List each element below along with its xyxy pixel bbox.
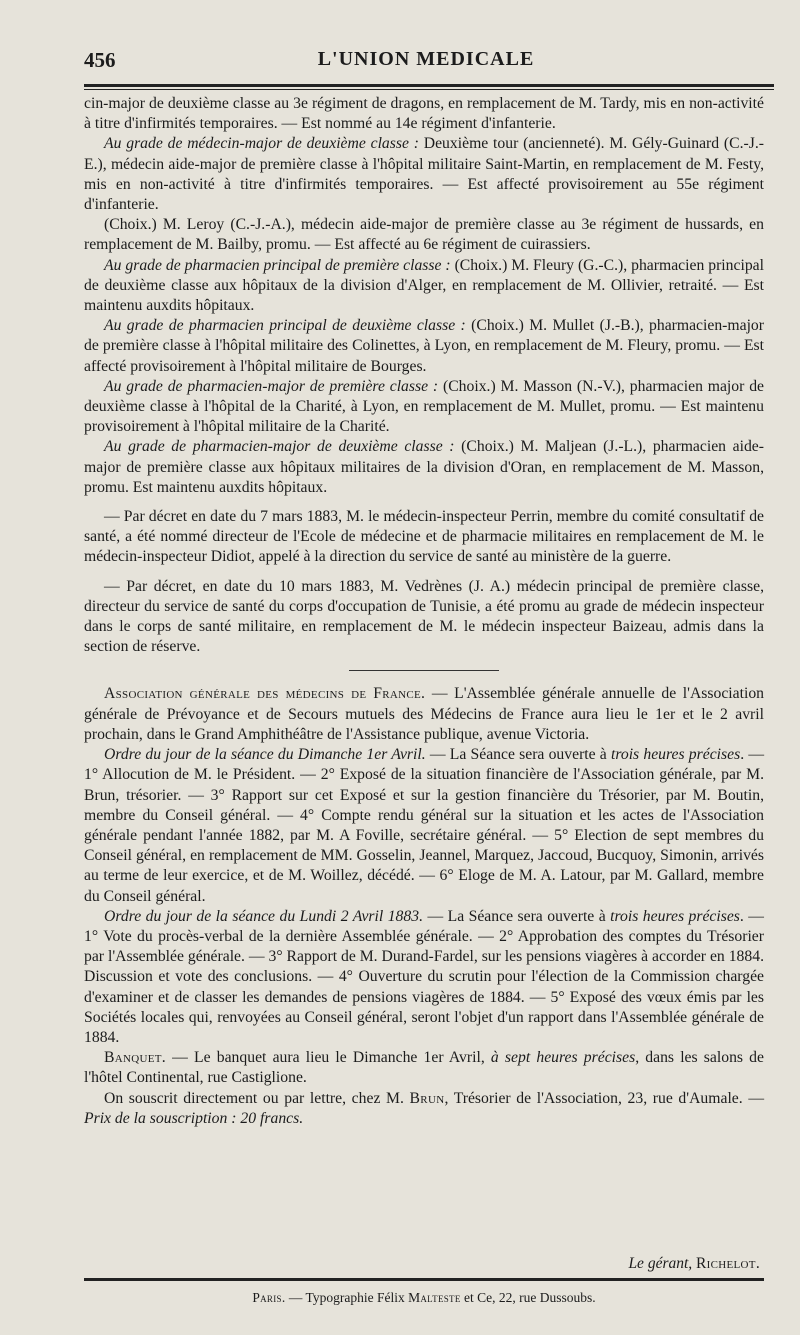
agenda-heading: Ordre du jour de la séance du Dimanche 1er Avril.	[104, 746, 426, 764]
page-header	[84, 44, 768, 76]
paragraph-pharmacien-major-1: Au grade de pharmacien-major de première classe : (Choix.) M. Masson (N.-V.), pharmacien major de deuxième classe à l'hôpital de la Charité, à Lyon, en remplacement de M. Mullet, promu. — Est maintenu provisoirement à l'hôpital militaire de la Charité.	[84, 377, 765, 436]
agenda-heading: Ordre du jour de la séance du Lundi 2 Avril 1883.	[104, 907, 423, 925]
paragraph-decret-perrin: — Par décret en date du 7 mars 1883, M. le médecin-inspecteur Perrin, membre du comité consultatif de santé, a été nommé directeur de l'Ecole de médecine et de pharmacie militaires en remplacement de M. le médecin-inspecteur Didiot, appelé à la direction du service de santé au ministère de la guerre.	[84, 508, 764, 566]
running-title: L'UNION MEDICALE	[317, 48, 535, 70]
grade-heading: Au grade de médecin-major de deuxième classe :	[104, 135, 419, 153]
paragraph-pharmacien-major-2: Au grade de pharmacien-major de deuxième classe : (Choix.) M. Maljean (J.-L.), pharmacien aide-major de première classe aux hôpitaux militaires de la division d'Oran, en remplacement de M. Masson, promu. Est maintenu auxdits hôpitaux.	[84, 438, 764, 496]
paragraph-pharmacien-principal-2: Au grade de pharmacien principal de deuxième classe : (Choix.) M. Mullet (J.-B.), pharmacien-major de première classe à l'hôpital militaire des Colinettes, à Lyon, en remplacement de M. Fleury, promu. — Est affecté provisoirement à l'hôpital militaire de Bourges.	[84, 317, 764, 375]
paragraph-souscription: On souscrit directement ou par lettre, chez M. Brun, Trésorier de l'Association, 23, rue d'Aumale. — Prix de la souscription : 20 francs.	[84, 1089, 765, 1127]
grade-heading: Au grade de pharmacien-major de première classe :	[104, 377, 439, 395]
banquet-heading: Banquet.	[104, 1049, 166, 1067]
paragraph-medecin-major: Au grade de médecin-major de deuxième classe : Deuxième tour (ancienneté). M. Gély-Guinard (C.-J.-E.), médecin aide-major de première classe à l'hôpital militaire Saint-Martin, en remplacement de M. Festy, mis en non-activité à titre d'infirmités temporaires. — Est affecté provisoirement au 55e régiment d'infanterie.	[84, 135, 764, 214]
signature-name: Richelot.	[696, 1255, 760, 1272]
section-separator	[349, 670, 499, 671]
grade-heading: Au grade de pharmacien principal de deuxième classe :	[104, 317, 466, 335]
paragraph-dragons: cin-major de deuxième classe au 3e régiment de dragons, en remplacement de M. Tardy, mis en non-activité à titre d'infirmités temporaires. — Est nommé au 14e régiment d'infanterie.	[84, 95, 764, 133]
paragraph-ordre-dimanche: Ordre du jour de la séance du Dimanche 1er Avril. — La Séance sera ouverte à trois heures précises. — 1° Allocution de M. le Président. — 2° Exposé de la situation financière de l'Association générale, par M. Brun, trésorier. — 3° Rapport sur cet Exposé et sur la gestion financière du Trésorier, par M. Boutin, membre du Conseil général. — 4° Compte rendu général sur la situation et les actes de l'Association générale pendant l'année 1882, par M. A Foville, secrétaire général. — 5° Election de sept membres du Conseil général, en remplacement de MM. Gosselin, Jeannel, Marquez, Jaccoud, Bucquoy, Simonin, arrivés au terme de leur exercice, et de M. Woillez, décédé. — 6° Eloge de M. A. Latour, par M. Gallard, membre du Conseil général.	[84, 746, 765, 905]
paragraph-leroy: (Choix.) M. Leroy (C.-J.-A.), médecin aide-major de première classe au 3e régiment de hussards, en remplacement de M. Bailby, promu. — Est affecté au 6e régiment de cuirassiers.	[84, 216, 764, 254]
paragraph-decret-vedrenes: — Par décret, en date du 10 mars 1883, M. Vedrènes (J. A.) médecin principal de première classe, directeur du service de santé du corps d'occupation de Tunisie, a été promu au grade de médecin inspecteur dans le corps de santé militaire, en remplacement de M. le médecin inspecteur Baizeau, admis dans la section de réserve.	[84, 577, 764, 656]
paragraph-ordre-lundi: Ordre du jour de la séance du Lundi 2 Avril 1883. — La Séance sera ouverte à trois heures précises. — 1° Vote du procès-verbal de la dernière Assemblée générale. — 2° Approbation des comptes du Trésorier par l'Assemblée générale. — 3° Rapport de M. Durand-Fardel, sur les pensions viagères à accorder en 1884. Discussion et vote des conclusions. — 4° Ouverture du scrutin pour l'élection de la Commission chargée d'examiner et de classer les demandes de pensions viagères de 1884. — 5° Exposé des vœux émis par les Sociétés locales qui, renvoyées au Conseil général, seront l'objet d'un rapport dans l'Assemblée générale de 1884.	[84, 907, 764, 1046]
grade-heading: Au grade de pharmacien principal de première classe :	[104, 256, 451, 274]
paragraph-pharmacien-principal-1: Au grade de pharmacien principal de première classe : (Choix.) M. Fleury (G.-C.), pharmacien principal de deuxième classe aux hôpitaux de la division d'Alger, en remplacement de M. Ollivier, retraité. — Est maintenu auxdits hôpitaux.	[84, 256, 764, 315]
signature-label: Le gérant,	[628, 1255, 693, 1272]
printer-imprint: Paris. — Typographie Félix Malteste et Ce, 22, rue Dussoubs.	[252, 1290, 596, 1305]
paragraph-association: Association générale des médecins de France. — L'Assemblée générale annuelle de l'Association générale de Prévoyance et de Secours mutuels des Médecins de France aura lieu le 1er et le 2 avril prochain, dans le Grand Amphithéâtre de l'Assistance publique, avenue Victoria.	[84, 685, 765, 743]
paragraph-banquet: Banquet. — Le banquet aura lieu le Dimanche 1er Avril, à sept heures précises, dans les salons de l'hôtel Continental, rue Castiglione.	[84, 1049, 764, 1087]
article-body	[84, 94, 764, 1129]
header-rule	[84, 84, 774, 90]
grade-heading: Au grade de pharmacien-major de deuxième classe :	[104, 438, 455, 456]
signature	[628, 1255, 760, 1273]
association-heading: Association générale des médecins de France.	[104, 685, 426, 703]
footer-rule	[84, 1278, 764, 1281]
page-number: 456	[84, 48, 116, 72]
